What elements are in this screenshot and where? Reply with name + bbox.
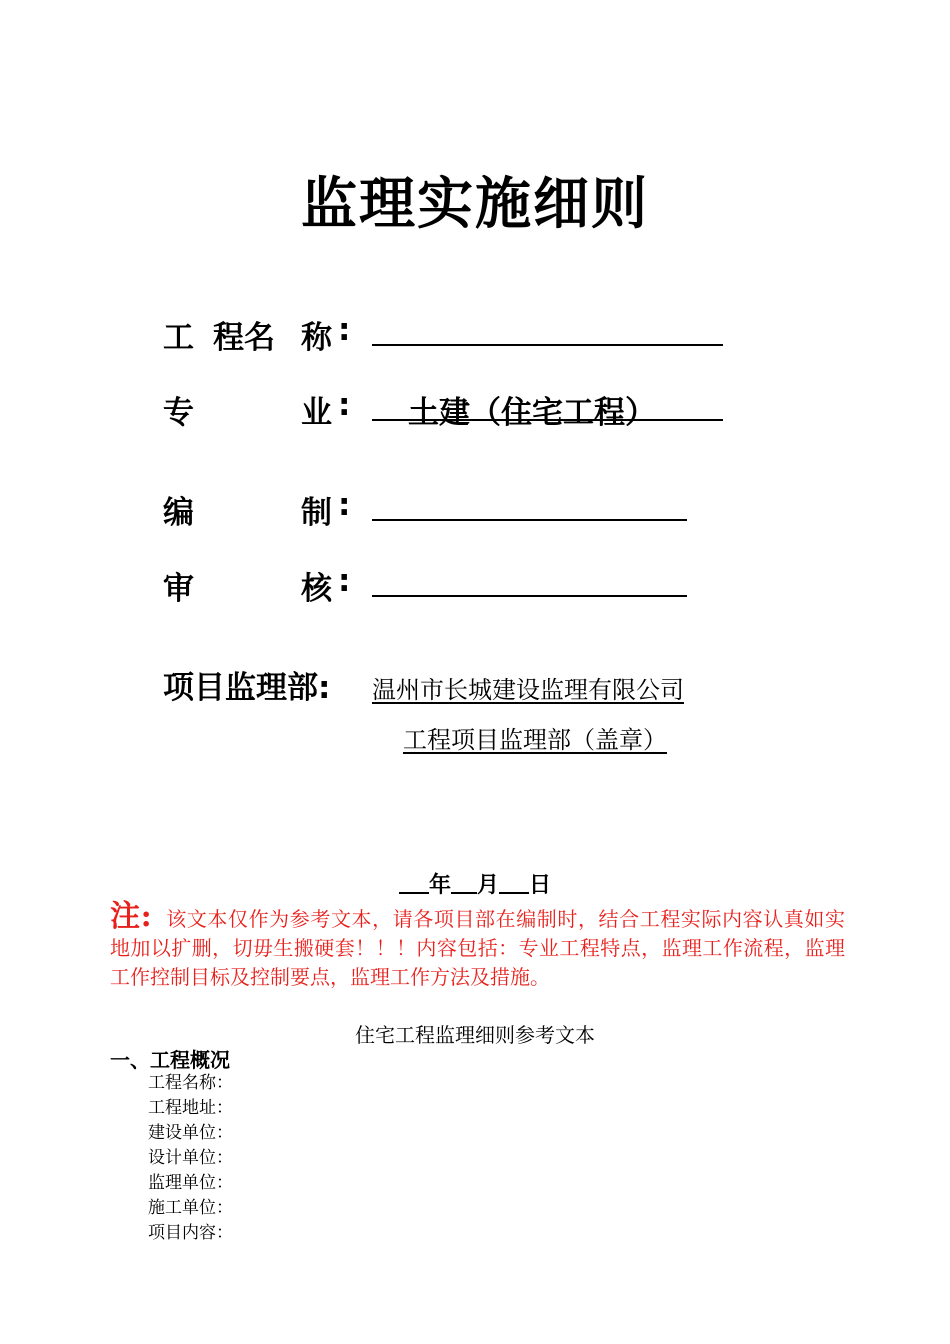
- field-label-colon: :: [338, 487, 351, 523]
- overview-item: 施工单位：: [148, 1198, 233, 1218]
- date-month: 月: [476, 873, 499, 898]
- field-label-char: 工: [163, 320, 194, 356]
- field-label-char: 称: [301, 320, 332, 356]
- department-label: 项目监理部:: [163, 670, 331, 706]
- date-year-blank[interactable]: [399, 892, 429, 894]
- overview-list: [148, 1071, 233, 1246]
- overview-item: 设计单位：: [148, 1148, 233, 1168]
- overview-item: 建设单位：: [148, 1123, 233, 1143]
- field-label-char: 核: [301, 571, 332, 607]
- field-compiler-line[interactable]: [372, 519, 687, 521]
- overview-item: 项目内容：: [148, 1223, 233, 1243]
- field-label-char: 业: [301, 395, 332, 431]
- date-day-blank[interactable]: [499, 892, 529, 894]
- date-day: 日: [529, 873, 552, 898]
- date-year: 年: [428, 873, 451, 898]
- overview-item: 监理单位：: [148, 1173, 233, 1193]
- note-text: 该文本仅作为参考文本，请各项目部在编制时，结合工程实际内容认真如实地加以扩删，切毋生搬硬套！！！内容包括：专业工程特点，监理工作流程，监理工作控制目标及控制要点，监理工作方法及措施。: [110, 907, 846, 989]
- department-company: 温州市长城建设监理有限公司: [372, 676, 684, 704]
- document-title: 监理实施细则: [301, 172, 649, 237]
- section-heading: 一、工程概况: [110, 1048, 230, 1072]
- field-label-colon: :: [338, 563, 351, 599]
- field-specialty-value: 土建（住宅工程）: [408, 395, 656, 431]
- overview-item: 工程名称：: [148, 1073, 233, 1093]
- field-label-colon: :: [338, 312, 351, 348]
- field-label-char: 制: [301, 495, 332, 531]
- note-mark: 注:: [110, 899, 152, 934]
- field-specialty-line: [372, 419, 723, 421]
- reference-note: [110, 899, 846, 992]
- field-label-char: 程名: [213, 320, 275, 356]
- field-label-char: 专: [163, 395, 194, 431]
- reference-subtitle: 住宅工程监理细则参考文本: [355, 1023, 595, 1047]
- field-label-char: 编: [163, 495, 194, 531]
- field-label-colon: :: [338, 387, 351, 423]
- department-seal: 工程项目监理部（盖章）: [403, 726, 667, 754]
- field-label-char: 审: [163, 571, 194, 607]
- field-project-name-line[interactable]: [372, 344, 723, 346]
- field-reviewer-line[interactable]: [372, 595, 687, 597]
- date-month-blank[interactable]: [451, 892, 477, 894]
- overview-item: 工程地址：: [148, 1098, 233, 1118]
- date-line: [0, 868, 950, 899]
